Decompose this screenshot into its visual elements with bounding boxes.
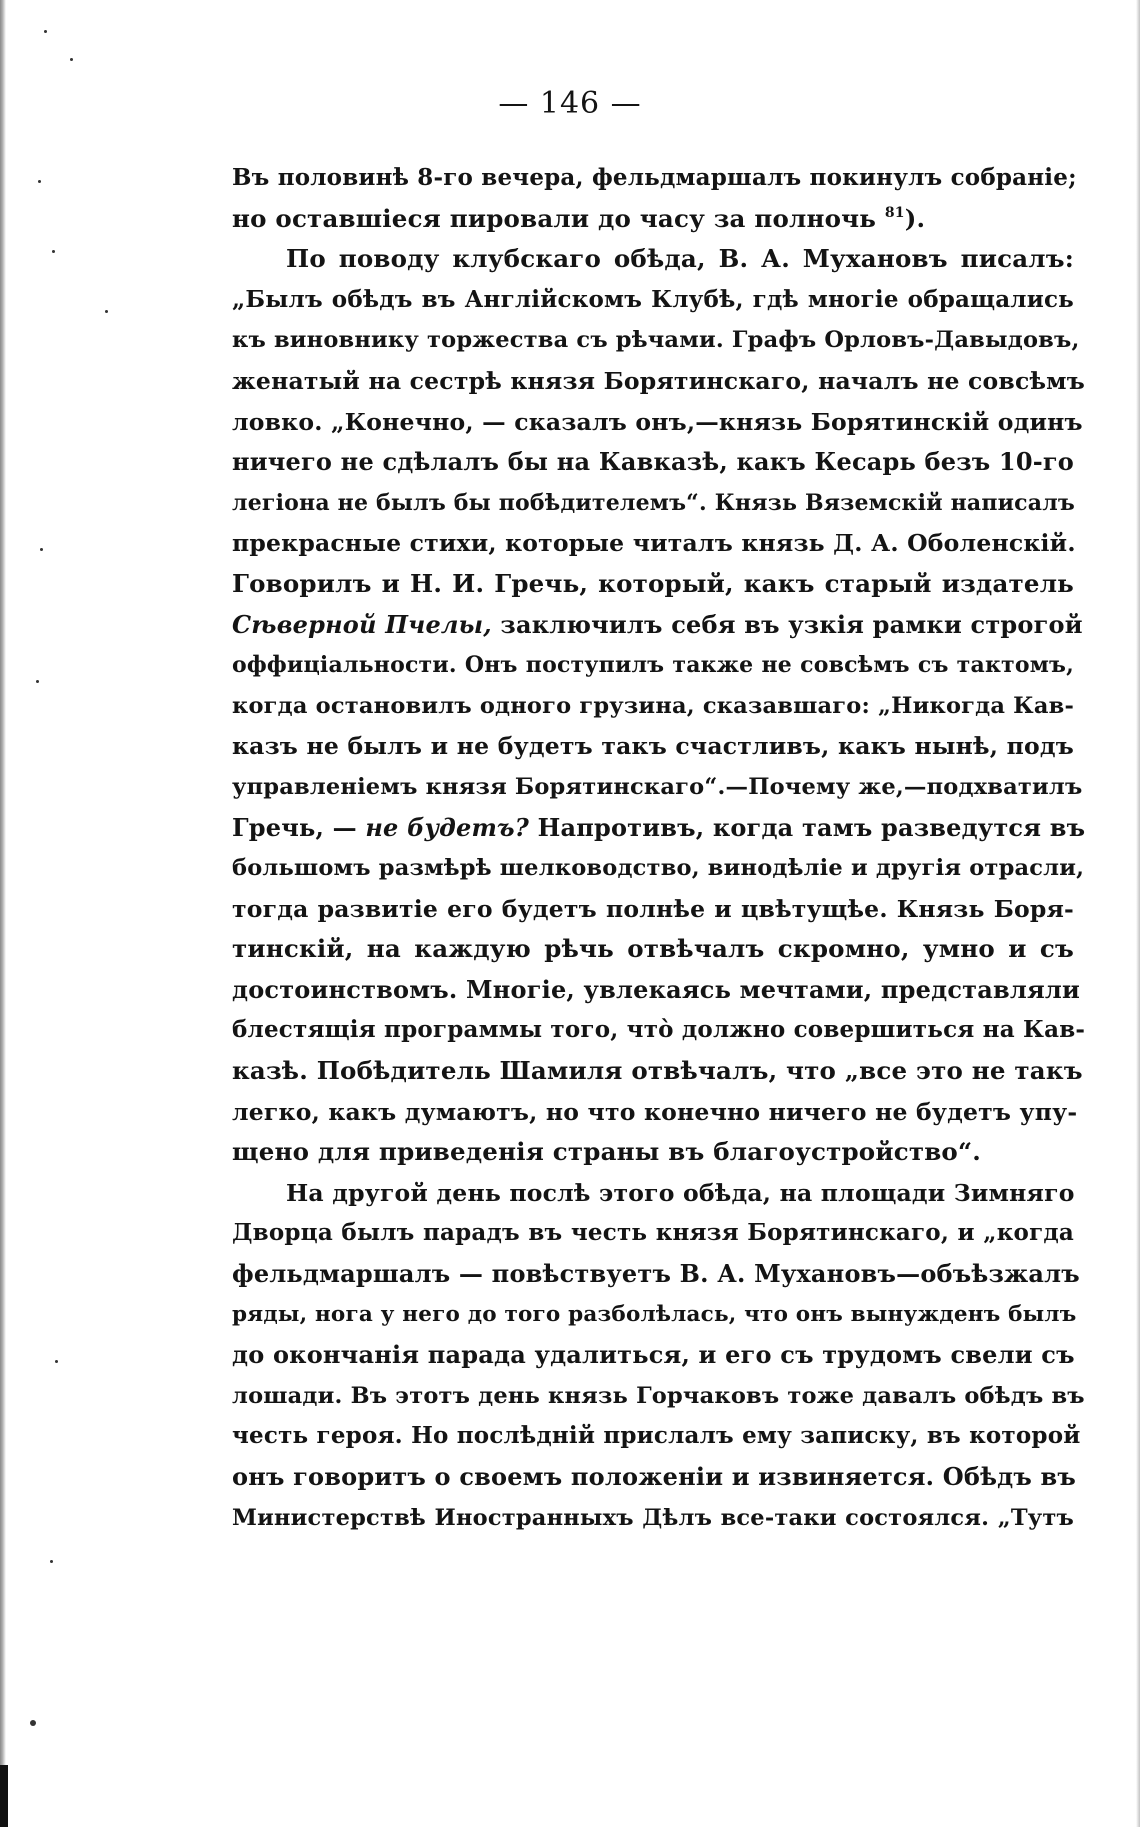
text-line: Сѣверной Пчелы, заключилъ себя въ узкія рамки строгой bbox=[232, 609, 1083, 639]
text-line: Гречь, — не будетъ? Напротивъ, когда тамъ разведутся въ bbox=[232, 812, 1086, 842]
text-line: онъ говоритъ о своемъ положеніи и извиняется. Обѣдъ въ bbox=[232, 1462, 1077, 1491]
text-line: до окончанія парада удалиться, и его съ трудомъ свели съ bbox=[232, 1340, 1075, 1370]
text-line: оффиціальности. Онъ поступилъ также не совсѣмъ съ тактомъ, bbox=[232, 652, 1074, 679]
scan-speck bbox=[50, 1560, 53, 1563]
text-line: управленіемъ князя Борятинскаго“.—Почему же,—подхватилъ bbox=[232, 773, 1083, 800]
emphasis-text: не будетъ? bbox=[365, 812, 530, 842]
text-line: когда остановилъ одного грузина, сказавшаго: „Никогда Кав- bbox=[232, 692, 1074, 719]
text-line: блестящія программы того, что̀ должно совершиться на Кав- bbox=[232, 1016, 1086, 1044]
text-line: лошади. Въ этотъ день князь Горчаковъ тоже давалъ обѣдъ въ bbox=[232, 1382, 1085, 1409]
text-line: женатый на сестрѣ князя Борятинскаго, началъ не совсѣмъ bbox=[232, 366, 1086, 395]
text-line: тогда развитіе его будетъ полнѣе и цвѣтущѣе. Князь Боря- bbox=[232, 894, 1074, 923]
page-body-text bbox=[232, 158, 1086, 1538]
paragraph-first-line: На другой день послѣ этого обѣда, на площади Зимняго bbox=[286, 1178, 1075, 1207]
text-line: фельдмаршалъ — повѣствуетъ В. А. Мухановъ—объѣзжалъ bbox=[232, 1259, 1080, 1289]
scan-left-edge bbox=[0, 0, 6, 1827]
scan-speck bbox=[44, 30, 47, 33]
newspaper-title: Сѣверной Пчелы, bbox=[232, 609, 492, 639]
text-line: ничего не сдѣлалъ бы на Кавказѣ, какъ Кесарь безъ 10-го bbox=[232, 447, 1074, 477]
text-line: щено для приведенія страны въ благоустройство“. bbox=[232, 1137, 981, 1167]
text-line: прекрасные стихи, которые читалъ князь Д. А. Оболенскій. bbox=[232, 529, 1076, 558]
scan-speck bbox=[36, 680, 39, 683]
scan-speck bbox=[52, 250, 55, 253]
text-line: большомъ размѣрѣ шелководство, винодѣліе и другія отрасли, bbox=[232, 855, 1085, 882]
scan-speck bbox=[30, 1720, 36, 1726]
text-line: Министерствѣ Иностранныхъ Дѣлъ все-таки состоялся. „Тутъ bbox=[232, 1504, 1074, 1531]
text-line: къ виновнику торжества съ рѣчами. Графъ Орловъ-Давыдовъ, bbox=[232, 327, 1080, 354]
scan-right-edge bbox=[1136, 0, 1140, 1827]
scan-speck bbox=[38, 180, 41, 183]
scan-left-edge-dark bbox=[0, 1765, 8, 1827]
text-line: честь героя. Но послѣдній прислалъ ему записку, въ которой bbox=[232, 1422, 1081, 1450]
text-line: достоинствомъ. Многіе, увлекаясь мечтами, представляли bbox=[232, 974, 1081, 1004]
scan-speck bbox=[55, 1360, 58, 1363]
text-line: Дворца былъ парадъ въ честь князя Борятинскаго, и „когда bbox=[232, 1219, 1074, 1247]
scan-speck bbox=[70, 58, 73, 61]
page-number: — 146 — bbox=[498, 86, 642, 121]
text-line: но оставшіеся пировали до часу за полночь $^{81}$). bbox=[232, 203, 926, 233]
text-line: тинскій, на каждую рѣчь отвѣчалъ скромно, умно и съ bbox=[232, 934, 1074, 964]
footnote-ref: 81 bbox=[884, 204, 905, 221]
text-line: ловко. „Конечно, — сказалъ онъ,—князь Борятинскій одинъ bbox=[232, 407, 1083, 436]
scan-speck bbox=[40, 548, 43, 551]
text-line: легіона не былъ бы побѣдителемъ“. Князь Вяземскій написалъ bbox=[232, 489, 1075, 516]
text-line: „Былъ обѣдъ въ Англійскомъ Клубѣ, гдѣ многіе обращались bbox=[232, 285, 1074, 313]
text-line: ряды, нога у него до того разболѣлась, что онъ вынужденъ былъ bbox=[232, 1301, 1077, 1327]
text-line: казъ не былъ и не будетъ такъ счастливъ, какъ нынѣ, подъ bbox=[232, 732, 1074, 761]
text-line: Говорилъ и Н. И. Гречь, который, какъ старый издатель bbox=[232, 568, 1074, 598]
scan-speck bbox=[105, 310, 108, 313]
text-line: Въ половинѣ 8-го вечера, фельдмаршалъ покинулъ собраніе; bbox=[232, 164, 1077, 191]
text-line: легко, какъ думаютъ, но что конечно ничего не будетъ упу- bbox=[232, 1097, 1078, 1126]
paragraph-first-line: По поводу клубскаго обѣда, В. А. Мухановъ писалъ: bbox=[286, 244, 1074, 274]
text-line: казѣ. Побѣдитель Шамиля отвѣчалъ, что „все это не такъ bbox=[232, 1056, 1083, 1086]
